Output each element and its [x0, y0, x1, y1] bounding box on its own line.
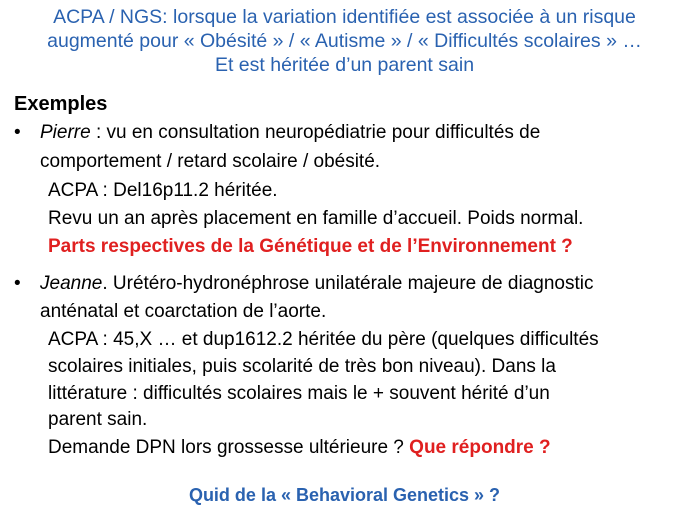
pierre-acpa: ACPA : Del16p11.2 héritée. — [48, 180, 278, 201]
pierre-line-2: comportement / retard scolaire / obésité. — [40, 151, 381, 172]
slide-title — [0, 5, 689, 77]
pierre-name: Pierre — [40, 122, 91, 143]
pierre-line-1-text: : vu en consultation neuropédiatrie pour difficultés de — [90, 122, 541, 143]
bullet-pierre: • — [14, 122, 21, 143]
jeanne-line-1-text: . Urétéro-hydronéphrose unilatérale majeure de diagnostic — [102, 273, 594, 294]
bullet-jeanne: • — [14, 273, 21, 294]
title-line-1: ACPA / NGS: lorsque la variation identifiée est associée à un risque — [53, 6, 636, 28]
pierre-question: Parts respectives de la Génétique et de l’Environnement ? — [48, 236, 573, 257]
jeanne-question: Que répondre ? — [409, 437, 551, 458]
jeanne-demande — [48, 436, 551, 460]
jeanne-acpa-1: ACPA : 45,X … et dup1612.2 héritée du père (quelques difficultés — [48, 329, 599, 350]
jeanne-acpa-4: parent sain. — [48, 409, 148, 430]
footer-question: Quid de la « Behavioral Genetics » ? — [188, 485, 501, 505]
pierre-revu: Revu un an après placement en famille d’accueil. Poids normal. — [48, 208, 584, 229]
jeanne-name: Jeanne — [40, 273, 103, 294]
jeanne-acpa-2: scolaires initiales, puis scolarité de très bon niveau). Dans la — [48, 356, 556, 377]
title-line-2: augmenté pour « Obésité » / « Autisme » / « Difficultés scolaires » … — [47, 30, 642, 52]
pierre-line-1 — [40, 121, 540, 145]
title-line-3: Et est héritée d’un parent sain — [214, 54, 475, 76]
jeanne-demande-text: Demande DPN lors grossesse ultérieure ? — [48, 437, 410, 458]
examples-heading: Exemples — [14, 93, 108, 115]
jeanne-line-2: anténatal et coarctation de l’aorte. — [40, 301, 327, 322]
jeanne-line-1 — [40, 272, 593, 296]
jeanne-acpa-3: littérature : difficultés scolaires mais le + souvent hérité d’un — [48, 383, 550, 404]
